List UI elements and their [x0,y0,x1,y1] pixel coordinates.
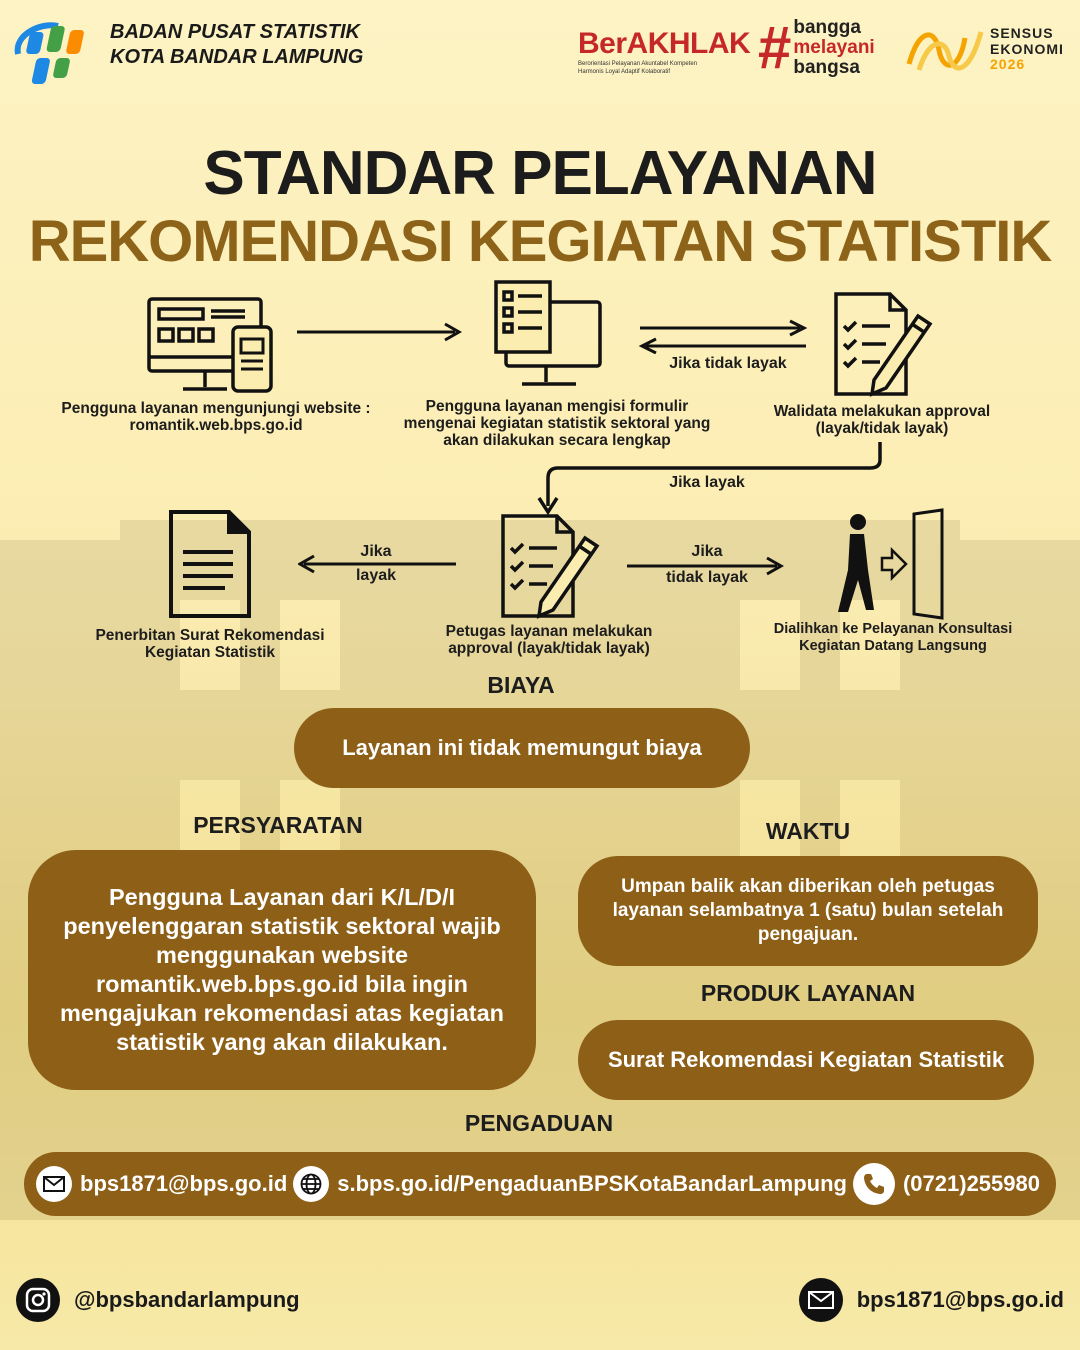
org-line-1: BADAN PUSAT STATISTIK [110,21,360,43]
organization-name [110,20,363,70]
phone-icon [853,1163,895,1205]
step-visit-line-1: Pengguna layanan mengunjungi website : [61,400,371,417]
sensus-ekonomi-icon [905,24,987,76]
label-jika-1: Jika [360,543,392,560]
checklist-pen-icon [497,512,605,620]
page-title: STANDAR PELAYANAN [203,139,877,208]
pengaduan-email-text: bps1871@bps.go.id [80,1171,288,1196]
waktu-line: pengajuan. [757,924,859,945]
pengaduan-website-text: s.bps.go.id/PengaduanBPSKotaBandarLampung [337,1171,847,1196]
pengaduan-phone[interactable] [853,1163,1040,1205]
biaya-text: Layanan ini tidak memungut biaya [342,735,702,760]
step-petugas-line-1: Petugas layanan melakukan [445,623,653,640]
berakhlak-title: BerAKHLAK [578,27,751,60]
pengaduan-phone-text: (0721)255980 [902,1171,1040,1196]
step-walidata-approval [758,403,1006,437]
step-form-line-1: Pengguna layanan mengisi formulir [425,398,689,415]
footer-instagram-text: @bpsbandarlampung [74,1287,300,1312]
sensus-line-1: SENSUS [990,25,1054,41]
page-subtitle: REKOMENDASI KEGIATAN STATISTIK [28,209,1052,274]
step-redirect-line-2: Kegiatan Datang Langsung [799,638,987,654]
persyaratan-line: penyelenggaran statistik sektoral wajib [63,913,501,939]
pengaduan-box [24,1152,1056,1216]
globe-icon [293,1166,329,1202]
waktu-line: layanan selambatnya 1 (satu) bulan setelah [612,900,1004,921]
label-tidak-layak-2: tidak layak [666,569,748,586]
website-devices-icon [145,295,275,395]
document-icon [165,508,255,620]
step-form-line-2: mengenai kegiatan statistik sektoral yang [403,415,711,432]
persyaratan-line: statistik yang akan dilakukan. [116,1029,448,1055]
bangga-line-1: bangga [793,17,861,38]
footer-email[interactable] [799,1278,1064,1322]
persyaratan-line: romantik.web.bps.go.id bila ingin [95,971,469,997]
bangga-line-2: melayani [793,37,875,58]
persyaratan-line: menggunakan website [155,942,409,968]
double-arrow-icon [638,318,808,354]
pengaduan-heading: PENGADUAN [464,1110,614,1136]
step-visit-website [48,400,384,434]
bangga-line-3: bangsa [793,57,860,78]
hashtag-icon: # [758,14,792,81]
produk-text: Surat Rekomendasi Kegiatan Statistik [607,1047,1005,1072]
waktu-heading: WAKTU [765,818,851,844]
step-visit-line-2: romantik.web.bps.go.id [129,417,303,434]
step-walidata-line-2: (layak/tidak layak) [815,420,949,437]
persyaratan-line: Pengguna Layanan dari K/L/D/I [108,884,456,910]
envelope-icon [799,1278,843,1322]
step-petugas-line-2: approval (layak/tidak layak) [448,640,650,657]
waktu-line: Umpan balik akan diberikan oleh petugas [621,876,995,897]
form-monitor-icon [492,280,604,392]
step-form-line-3: akan dilakukan secara lengkap [443,432,671,449]
berakhlak-sub-1: Berorientasi Pelayanan Akuntabel Kompeten [578,61,698,67]
step-petugas-approval [420,623,678,657]
org-line-2: KOTA BANDAR LAMPUNG [110,46,364,68]
persyaratan-line: mengajukan rekomendasi atas kegiatan [59,1000,505,1026]
bangga-melayani-logo [758,14,875,81]
waktu-box [578,856,1038,966]
step-redirect-line-1: Dialihkan ke Pelayanan Konsultasi [773,621,1013,637]
sensus-line-3: 2026 [990,56,1026,72]
produk-box [578,1020,1034,1100]
pengaduan-email[interactable] [36,1166,287,1202]
step-issue-letter [70,627,350,661]
produk-heading: PRODUK LAYANAN [700,980,916,1006]
sensus-line-2: EKONOMI [990,40,1064,57]
persyaratan-heading: PERSYARATAN [193,812,363,838]
label-jika-tidak-layak: Jika tidak layak [669,355,787,372]
envelope-icon [36,1166,72,1202]
berakhlak-logo [578,28,750,76]
footer-email-text: bps1871@bps.go.id [856,1287,1064,1312]
persyaratan-box [28,850,536,1090]
checklist-pen-icon [830,290,938,398]
step-issue-line-1: Penerbitan Surat Rekomendasi [95,627,325,644]
arrow-right-icon [295,320,465,344]
footer-instagram[interactable] [16,1278,300,1322]
biaya-heading: BIAYA [487,672,555,698]
step-issue-line-2: Kegiatan Statistik [144,644,276,661]
instagram-icon [16,1278,60,1322]
step-walidata-line-1: Walidata melakukan approval [773,403,991,420]
bps-logo-icon [12,14,104,88]
label-jika-layak: Jika layak [669,474,745,491]
label-jika-2: Jika [691,543,723,560]
biaya-box [294,708,750,788]
sensus-ekonomi-text [990,26,1064,73]
step-redirect-consultation [760,621,1026,655]
label-layak-1: layak [355,567,397,584]
walking-person-door-icon [826,508,948,620]
berakhlak-sub-2: Harmonis Loyal Adaptif Kolaboratif [578,69,671,75]
pengaduan-website[interactable] [293,1166,847,1202]
